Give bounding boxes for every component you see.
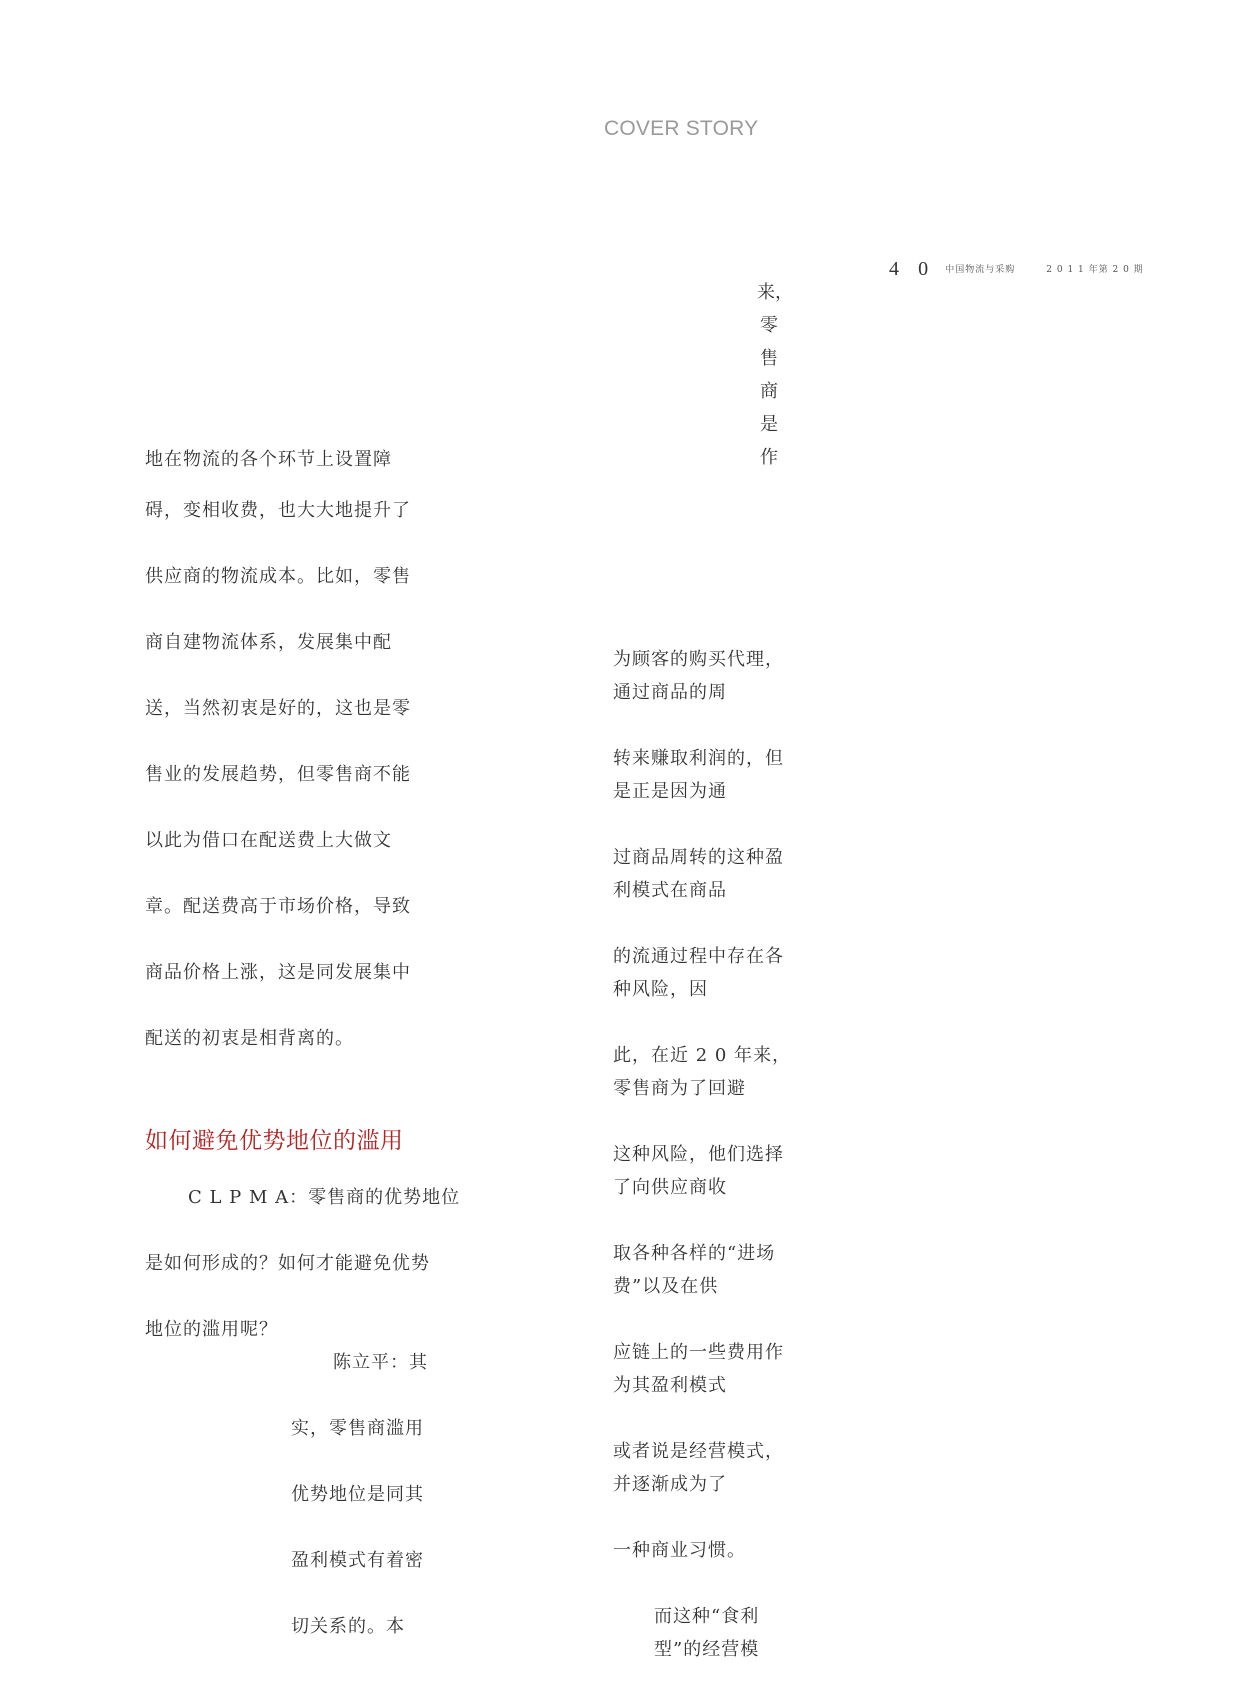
question-line: C L P M A：零售商的优势地位 bbox=[188, 1187, 461, 1208]
page-number-digit-1: 4 bbox=[889, 258, 899, 280]
answer-line: 盈利模式有着密 bbox=[291, 1550, 424, 1571]
question-line: 地位的滥用呢？ bbox=[145, 1319, 278, 1340]
vertical-char: 是 bbox=[760, 414, 778, 435]
body-paragraph: 应链上的一些费用作为其盈利模式 bbox=[613, 1342, 784, 1396]
body-paragraph: 或者说是经营模式，并逐渐成为了 bbox=[613, 1441, 784, 1495]
question-line: 是如何形成的？如何才能避免优势 bbox=[145, 1253, 430, 1274]
body-paragraph: 一种商业习惯。 bbox=[613, 1540, 746, 1561]
body-paragraph: 过商品周转的这种盈利模式在商品 bbox=[613, 847, 784, 901]
body-line: 章。配送费高于市场价格，导致 bbox=[145, 896, 411, 917]
body-line: 地在物流的各个环节上设置障 bbox=[145, 449, 392, 470]
body-paragraph: 而这种“食利型”的经营模 bbox=[654, 1606, 760, 1660]
body-line: 商品价格上涨，这是同发展集中 bbox=[145, 962, 411, 983]
answer-line: 优势地位是同其 bbox=[291, 1484, 424, 1505]
answer-line: 实，零售商滥用 bbox=[291, 1418, 424, 1439]
vertical-char: 作 bbox=[760, 447, 778, 468]
vertical-char: 零 bbox=[760, 315, 778, 336]
body-line: 送，当然初衷是好的，这也是零 bbox=[145, 698, 411, 719]
body-line: 碍，变相收费，也大大地提升了 bbox=[145, 500, 411, 521]
body-line: 以此为借口在配送费上大做文 bbox=[145, 830, 392, 851]
vertical-char: 售 bbox=[760, 348, 778, 369]
magazine-name: 中国物流与采购 bbox=[945, 265, 1016, 275]
body-paragraph: 这种风险，他们选择了向供应商收 bbox=[613, 1144, 784, 1198]
section-heading: 如何避免优势地位的滥用 bbox=[145, 1128, 404, 1154]
answer-line: 陈立平：其 bbox=[333, 1352, 428, 1373]
body-paragraph: 的流通过程中存在各种风险，因 bbox=[613, 946, 784, 1000]
body-line: 售业的发展趋势，但零售商不能 bbox=[145, 764, 411, 785]
vertical-char: 来， bbox=[757, 282, 793, 303]
page-folio bbox=[889, 258, 1144, 281]
vertical-text-column bbox=[757, 281, 793, 479]
issue-label: 2 0 1 1 年第 2 0 期 bbox=[1046, 265, 1144, 275]
body-paragraph: 转来赚取利润的，但是正是因为通 bbox=[613, 748, 784, 802]
body-paragraph: 为顾客的购买代理，通过商品的周 bbox=[613, 649, 784, 703]
answer-line: 切关系的。本 bbox=[291, 1616, 405, 1637]
section-label: COVER STORY bbox=[604, 117, 759, 140]
body-line: 商自建物流体系，发展集中配 bbox=[145, 632, 392, 653]
page-number-digit-2: 0 bbox=[918, 258, 929, 280]
body-line: 供应商的物流成本。比如，零售 bbox=[145, 566, 411, 587]
vertical-char: 商 bbox=[760, 381, 778, 402]
body-paragraph: 此，在近 2 0 年来，零售商为了回避 bbox=[613, 1045, 792, 1099]
body-paragraph: 取各种各样的“进场费”以及在供 bbox=[613, 1243, 776, 1297]
body-line: 配送的初衷是相背离的。 bbox=[145, 1028, 354, 1049]
